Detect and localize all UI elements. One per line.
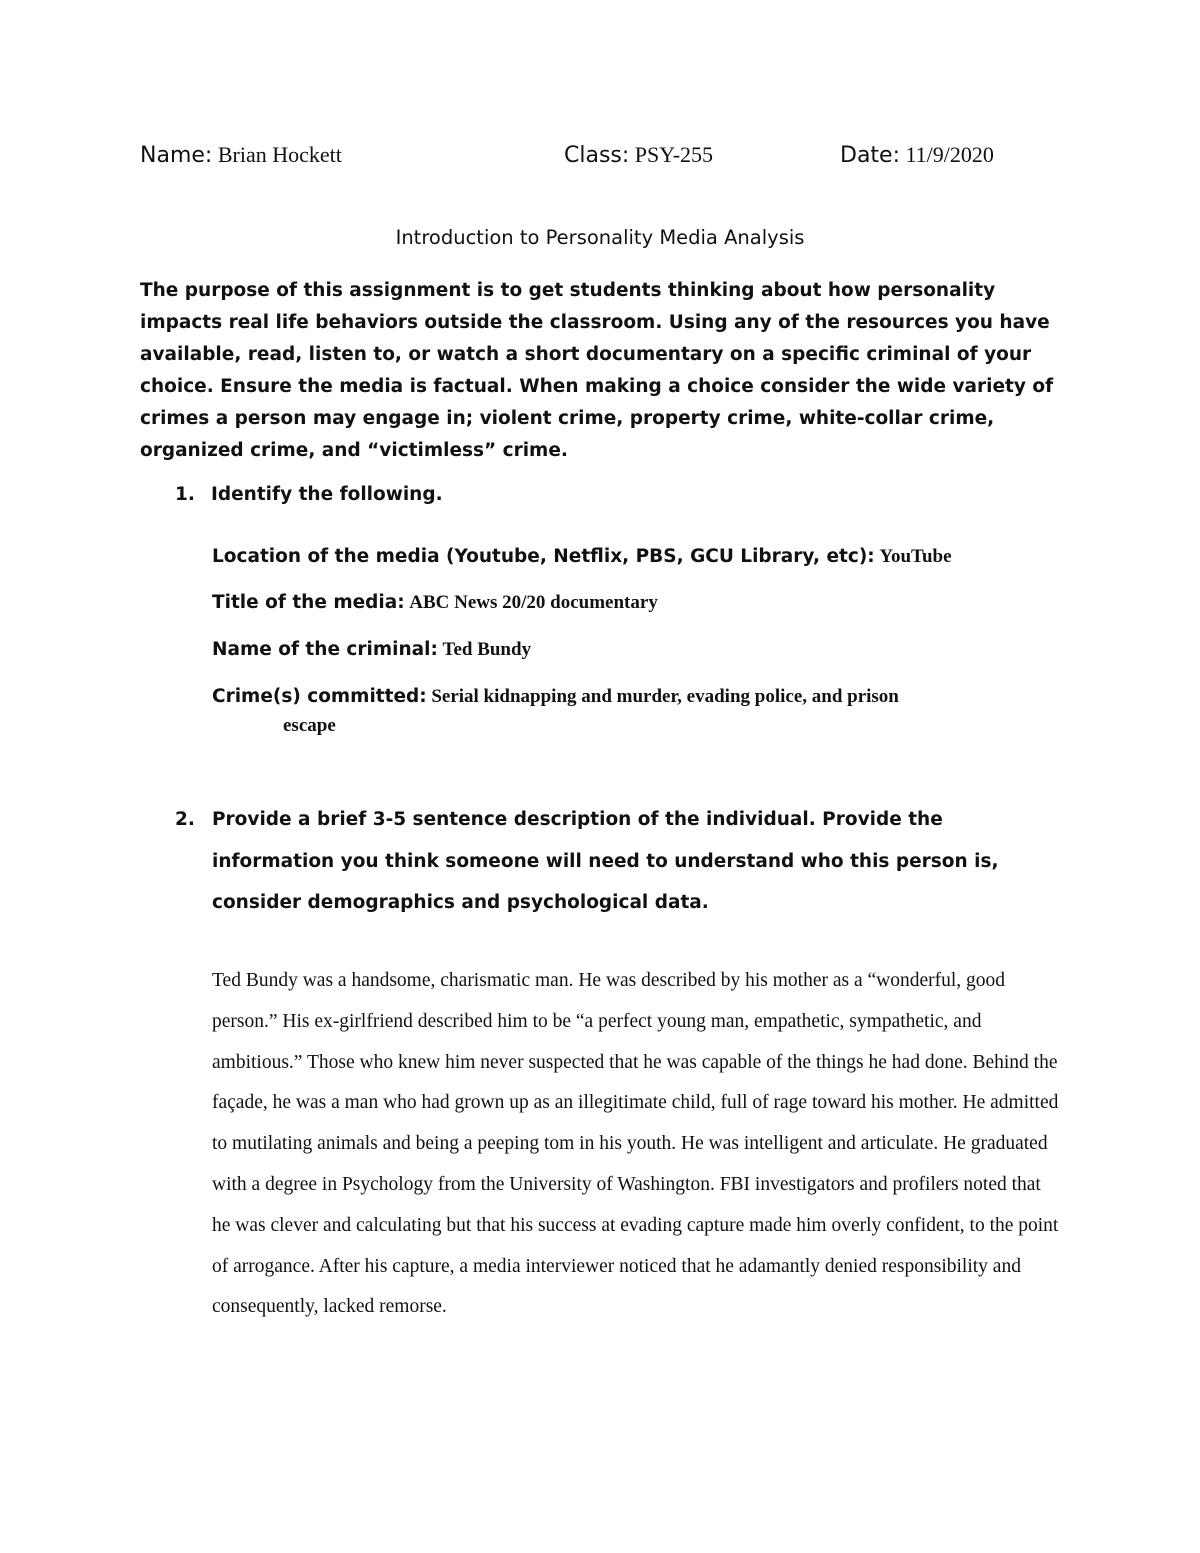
document-title: Introduction to Personality Media Analysis	[395, 226, 805, 249]
question-1-heading	[175, 484, 443, 505]
class-value: PSY-255	[634, 142, 714, 167]
criminal-name-label: Name of the criminal:	[212, 639, 438, 660]
media-title-field	[212, 592, 658, 614]
question-2	[175, 799, 1055, 924]
location-value: YouTube	[879, 546, 952, 567]
class-field	[564, 142, 713, 168]
location-label: Location of the media (Youtube, Netflix, PBS, GCU Library, etc):	[212, 546, 875, 567]
date-value: 11/9/2020	[905, 142, 994, 167]
name-field	[140, 142, 342, 168]
answer-paragraph: Ted Bundy was a handsome, charismatic man. He was described by his mother as a “wonderful, good person.” His ex-girlfriend described him to be “a perfect young man, empathetic, sympathetic, and ambitious.” Those who knew him never suspected that he was capable of the things he had done. Behind the façade, he was a man who had grown up as an illegitimate child, full of rage toward his mother. He admitted to mutilating animals and being a peeping tom in his youth. He was intelligent and articulate. He graduated with a degree in Psychology from the University of Washington. FBI investigators and profilers noted that he was clever and calculating but that his success at evading capture made him overly confident, to the point of arrogance. After his capture, a media interviewer noticed that he adamantly denied responsibility and consequently, lacked remorse.	[212, 970, 1059, 1318]
date-label: Date:	[840, 143, 900, 168]
question-2-number: 2.	[175, 809, 195, 830]
crimes-value-continued: escape	[283, 715, 336, 736]
question-1-number: 1.	[175, 484, 195, 505]
media-title-value: ABC News 20/20 documentary	[409, 592, 658, 613]
question-1-text: Identify the following.	[211, 484, 443, 505]
date-field	[840, 142, 994, 168]
crimes-field	[212, 686, 899, 708]
purpose-paragraph: The purpose of this assignment is to get students thinking about how personality impacts real life behaviors outside the classroom. Using any of the resources you have available, read, listen to, or watch a short documentary on a specific criminal of your choice. Ensure the media is factual. When making a choice consider the wide variety of crimes a person may engage in; violent crime, property crime, white-collar crime, organized crime, and “victimless” crime.	[140, 280, 1054, 461]
criminal-name-value: Ted Bundy	[442, 639, 532, 660]
name-label: Name:	[140, 143, 213, 168]
header-row	[140, 142, 1060, 182]
crimes-label: Crime(s) committed:	[212, 686, 427, 707]
criminal-name-field	[212, 639, 531, 661]
question-2-text: Provide a brief 3-5 sentence description of the individual. Provide the information you think someone will need to understand who this person is, consider demographics and psychological data.	[212, 809, 999, 913]
media-title-label: Title of the media:	[212, 592, 405, 613]
class-label: Class:	[564, 143, 630, 168]
location-field	[212, 546, 952, 568]
crimes-value: Serial kidnapping and murder, evading police, and prison	[431, 686, 899, 707]
name-value: Brian Hockett	[217, 142, 342, 167]
